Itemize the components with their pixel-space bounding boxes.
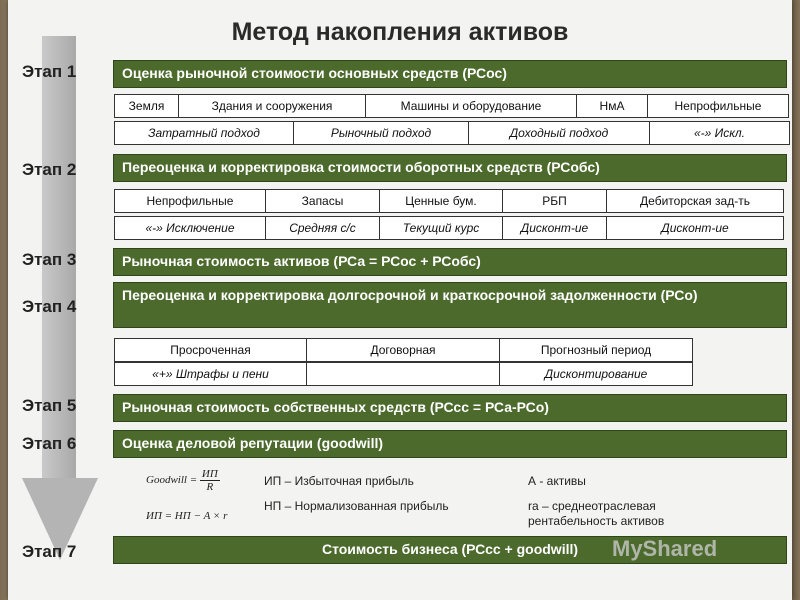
table-cell: Ценные бум. [379, 189, 503, 213]
table-cell: Непрофильные [114, 189, 266, 213]
table-cell: Прогнозный период [499, 338, 693, 362]
table-cell: Земля [114, 94, 179, 118]
table-cell: Затратный подход [114, 121, 294, 145]
goodwill-formula [146, 468, 220, 493]
table-cell: Здания и сооружения [178, 94, 366, 118]
table-cell: Дисконт-ие [502, 216, 607, 240]
formula-lhs: Goodwill = [146, 474, 198, 487]
formula-fraction [200, 468, 220, 493]
formula-denominator: R [206, 481, 214, 493]
table-cell: «-» Исключение [114, 216, 266, 240]
formula-numerator: ИП [201, 468, 218, 480]
table-cell: Непрофильные [647, 94, 789, 118]
stage-5-label: Этап 5 [22, 396, 77, 415]
table-cell: «-» Искл. [649, 121, 790, 145]
table-cell: Рыночный подход [293, 121, 469, 145]
watermark-logo: MyShared [612, 536, 718, 561]
stage-1-bar: Оценка рыночной стоимости основных средств (РСос) [113, 60, 787, 88]
stage-6-label: Этап 6 [22, 434, 77, 453]
stage-2-bar: Переоценка и корректировка стоимости оборотных средств (РСобс) [113, 154, 787, 182]
table-cell: Доходный подход [468, 121, 650, 145]
stage-6-bar: Оценка деловой репутации (goodwill) [113, 430, 787, 458]
table-cell: «+» Штрафы и пени [114, 362, 307, 386]
table3-row1 [115, 338, 693, 362]
table-cell: Просроченная [114, 338, 307, 362]
table-cell: НмА [576, 94, 648, 118]
table2-row1 [115, 189, 784, 213]
stage-7-label: Этап 7 [22, 542, 77, 561]
table-cell: Текущий курс [379, 216, 503, 240]
excess-profit-formula: ИП = НП − A × r [146, 510, 228, 522]
stage-7-bar: Стоимость бизнеса (РСсс + goodwill) [113, 536, 787, 564]
table-cell: Машины и оборудование [365, 94, 577, 118]
table2-row2 [115, 216, 784, 240]
legend-ip: ИП – Избыточная прибыль [264, 474, 414, 488]
stage-3-label: Этап 3 [22, 250, 77, 269]
legend-ra: rа – среднеотраслевая рентабельность активов [528, 499, 665, 528]
stage-4-label: Этап 4 [22, 297, 77, 316]
table-cell: Дисконт-ие [606, 216, 784, 240]
table-cell: Средняя с/с [265, 216, 380, 240]
table-cell: Запасы [265, 189, 380, 213]
stage-1-label: Этап 1 [22, 62, 77, 81]
table-cell: Дебиторская зад-ть [606, 189, 784, 213]
stage-2-label: Этап 2 [22, 160, 77, 179]
table-cell: Договорная [306, 338, 500, 362]
table-cell: Дисконтирование [499, 362, 693, 386]
table1-row2 [115, 121, 790, 145]
stage-4-bar: Переоценка и корректировка долгосрочной и краткосрочной задолженности (РСо) [113, 282, 787, 328]
table1-row1 [115, 94, 789, 118]
legend-a: А - активы [528, 474, 586, 488]
table-cell: РБП [502, 189, 607, 213]
legend-np: НП – Нормализованная прибыль [264, 499, 449, 513]
stage-3-bar: Рыночная стоимость активов (РСа = РСос + РСобс) [113, 248, 787, 276]
table-cell [306, 362, 500, 386]
page-title: Метод накопления активов [231, 18, 569, 46]
stage-5-bar: Рыночная стоимость собственных средств (РСсс = РСа-РСо) [113, 394, 787, 422]
table3-row2 [115, 362, 693, 386]
